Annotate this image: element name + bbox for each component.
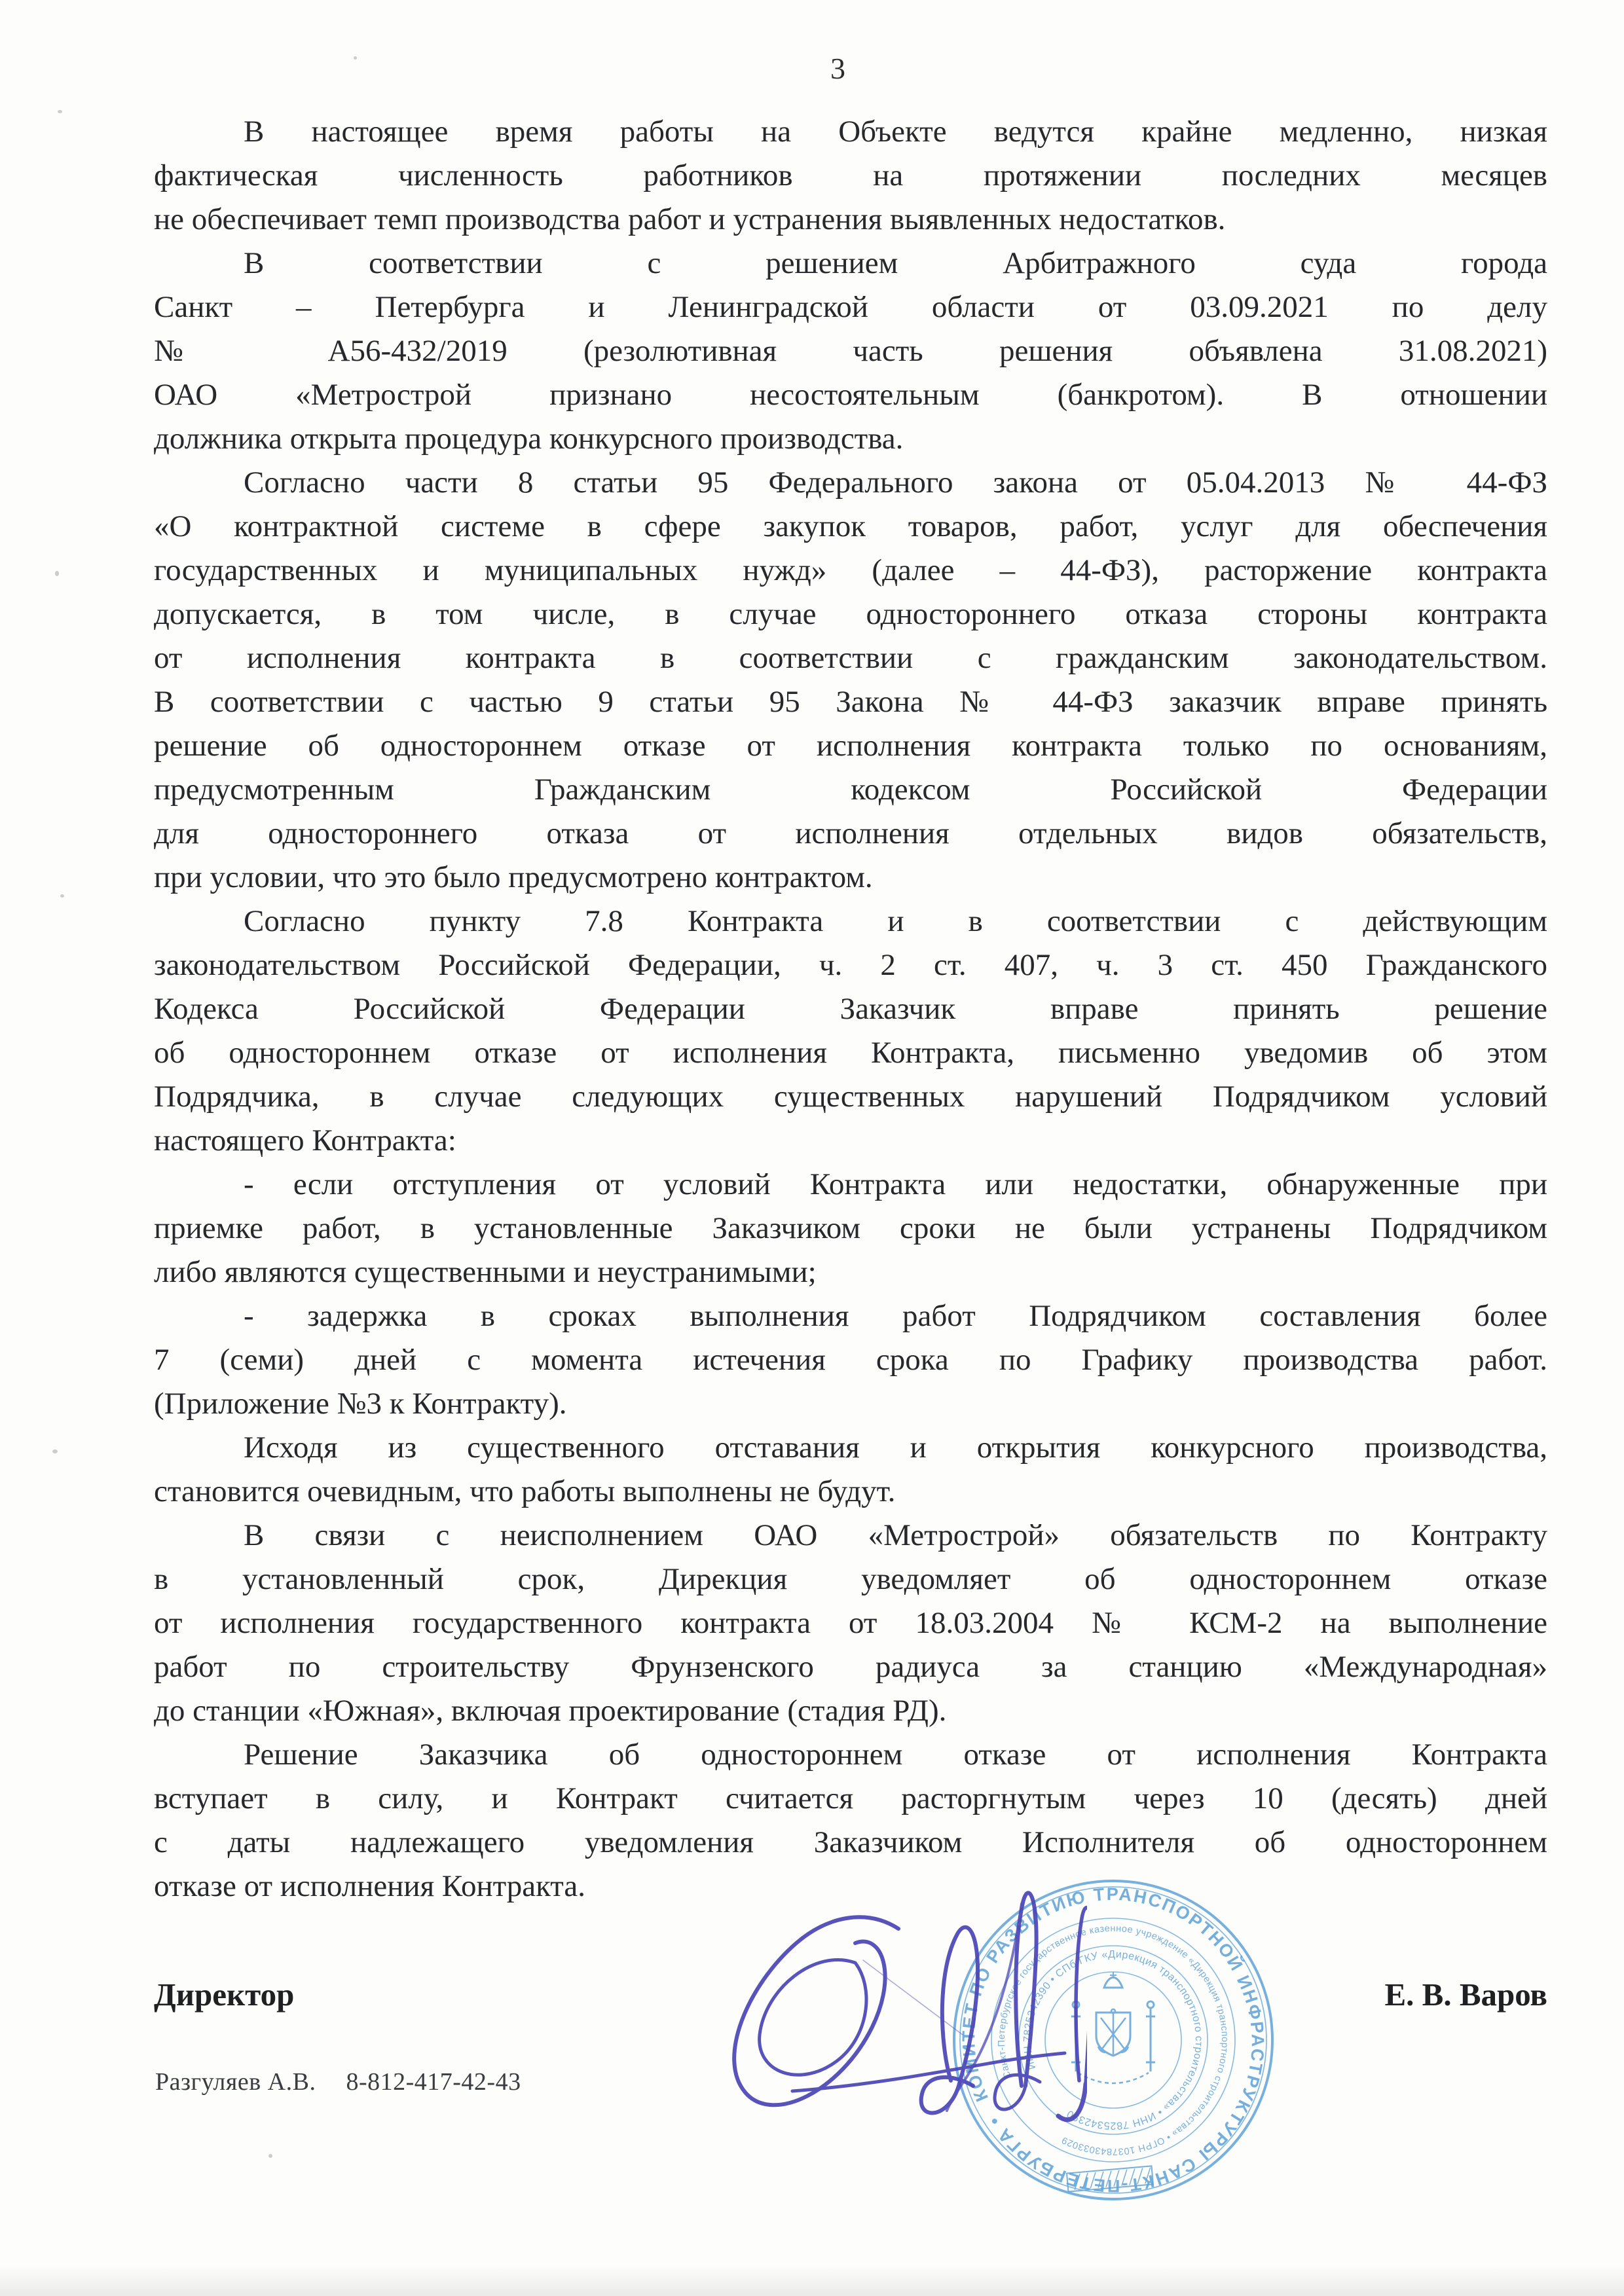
text-line: об одностороннем отказе от исполнения Контракта, письменно уведомив об этом (154, 1036, 1547, 1070)
text-line: для одностороннего отказа от исполнения отдельных видов обязательств, (154, 816, 1547, 850)
text-line: должника открыта процедура конкурсного производства. (154, 422, 904, 456)
paragraph (154, 242, 1547, 461)
text-line: государственных и муниципальных нужд» (далее – 44-ФЗ), расторжение контракта (154, 553, 1547, 587)
text-line: В соответствии с частью 9 статьи 95 Закона № 44-ФЗ заказчик вправе принять (154, 685, 1547, 719)
stamp-outer-ring-text: КОМИТЕТ ПО РАЗВИТИЮ ТРАНСПОРТНОЙ ИНФРАСТРУКТУРЫ САНКТ-ПЕТЕРБУРГА • (959, 1884, 1268, 2196)
executor-phone: 8-812-417-42-43 (346, 2068, 521, 2096)
text-line: Кодекса Российской Федерации Заказчик вправе принять решение (154, 992, 1547, 1026)
scan-speck (55, 571, 59, 576)
text-line: фактическая численность работников на протяжении последних месяцев (154, 158, 1547, 192)
text-line: вступает в силу, и Контракт считается расторгнутым через 10 (десять) дней (154, 1781, 1547, 1815)
text-line: приемке работ, в установленные Заказчиком сроки не были устранены Подрядчиком (154, 1211, 1547, 1245)
text-line: № А56-432/2019 (резолютивная часть решения объявлена 31.08.2021) (154, 334, 1547, 368)
text-line: 7 (семи) дней с момента истечения срока по Графику производства работ. (154, 1343, 1547, 1377)
paragraph (154, 1294, 1547, 1426)
executor-name: Разгуляев А.В. (155, 2068, 316, 2096)
text-line: Согласно части 8 статьи 95 Федерального закона от 05.04.2013 № 44-ФЗ (244, 465, 1547, 500)
signer-name: Е. В. Варов (1384, 1977, 1547, 2013)
paragraph (154, 900, 1547, 1163)
text-line: в установленный срок, Дирекция уведомляет об одностороннем отказе (154, 1562, 1547, 1596)
text-line: отказе от исполнения Контракта. (154, 1869, 586, 1903)
paragraph (154, 1163, 1547, 1294)
text-line: Санкт – Петербурга и Ленинградской области от 03.09.2021 по делу (154, 290, 1547, 324)
document-body (154, 110, 1547, 1908)
text-line: В настоящее время работы на Объекте ведутся крайне медленно, низкая (244, 115, 1547, 149)
text-line: - если отступления от условий Контракта или недостатки, обнаруженные при (244, 1167, 1547, 1201)
text-line: настоящего Контракта: (154, 1123, 456, 1157)
director-title: Директор (154, 1977, 295, 2013)
text-line: предусмотренным Гражданским кодексом Российской Федерации (154, 773, 1547, 807)
executor-contact (155, 2068, 521, 2096)
scan-speck (58, 110, 62, 113)
text-line: В связи с неисполнением ОАО «Метрострой» обязательств по Контракту (244, 1518, 1547, 1552)
stamp-inner-ring-text: ИНН 7825342390 • СПб ГКУ «Дирекция транспортного строительства» • ИНН 7825342390 (1022, 1948, 1205, 2132)
text-line: Исходя из существенного отставания и открытия конкурсного производства, (244, 1430, 1547, 1465)
stamp-middle-ring-text: Санкт-Петербургское государственное казенное учреждение «Дирекция транспортного строительства» • ОГРН 1037843033029 (996, 1923, 1230, 2157)
paragraph (154, 1514, 1547, 1733)
text-line: Согласно пункту 7.8 Контракта и в соответствии с действующим (244, 904, 1547, 938)
paragraph (154, 461, 1547, 900)
text-line: (Приложение №3 к Контракту). (154, 1387, 567, 1421)
text-line: Решение Заказчика об одностороннем отказе от исполнения Контракта (244, 1738, 1547, 1772)
text-line: становится очевидным, что работы выполнены не будут. (154, 1474, 896, 1508)
paragraph (154, 1426, 1547, 1514)
text-line: либо являются существенными и неустранимыми; (154, 1255, 817, 1289)
text-line: законодательством Российской Федерации, ч. 2 ст. 407, ч. 3 ст. 450 Гражданского (154, 948, 1547, 982)
text-line: до станции «Южная», включая проектирование (стадия РД). (154, 1694, 947, 1728)
text-line: от исполнения государственного контракта от 18.03.2004 № КСМ-2 на выполнение (154, 1606, 1547, 1640)
text-line: решение об одностороннем отказе от исполнения контракта только по основаниям, (154, 729, 1547, 763)
text-line: от исполнения контракта в соответствии с гражданским законодательством. (154, 641, 1547, 675)
text-line: работ по строительству Фрунзенского радиуса за станцию «Международная» (154, 1650, 1547, 1684)
text-line: «О контрактной системе в сфере закупок товаров, работ, услуг для обеспечения (154, 509, 1547, 543)
scan-speck (60, 894, 64, 898)
text-line: ОАО «Метрострой признано несостоятельным (банкротом). В отношении (154, 378, 1547, 412)
text-line: с даты надлежащего уведомления Заказчиком Исполнителя об одностороннем (154, 1825, 1547, 1859)
text-line: не обеспечивает темп производства работ и устранения выявленных недостатков. (154, 202, 1226, 236)
text-line: - задержка в сроках выполнения работ Подрядчиком составления более (244, 1299, 1547, 1333)
coat-of-arms-anchors (1098, 2009, 1128, 2054)
text-line: при условии, что это было предусмотрено контрактом. (154, 860, 873, 894)
scan-speck (52, 1449, 58, 1453)
text-line: Подрядчика, в случае следующих существенных нарушений Подрядчиком условий (154, 1080, 1547, 1114)
page-bottom-edge (0, 2266, 1624, 2296)
text-line: В соответствии с решением Арбитражного суда города (244, 246, 1547, 280)
signature-row (154, 1976, 1547, 2013)
paragraph (154, 110, 1547, 242)
text-line: допускается, в том числе, в случае одностороннего отказа стороны контракта (154, 597, 1547, 631)
scan-speck (354, 56, 357, 60)
stamp-ribbon (1078, 2073, 1149, 2083)
page-number: 3 (830, 52, 845, 85)
scan-speck (268, 2154, 272, 2158)
